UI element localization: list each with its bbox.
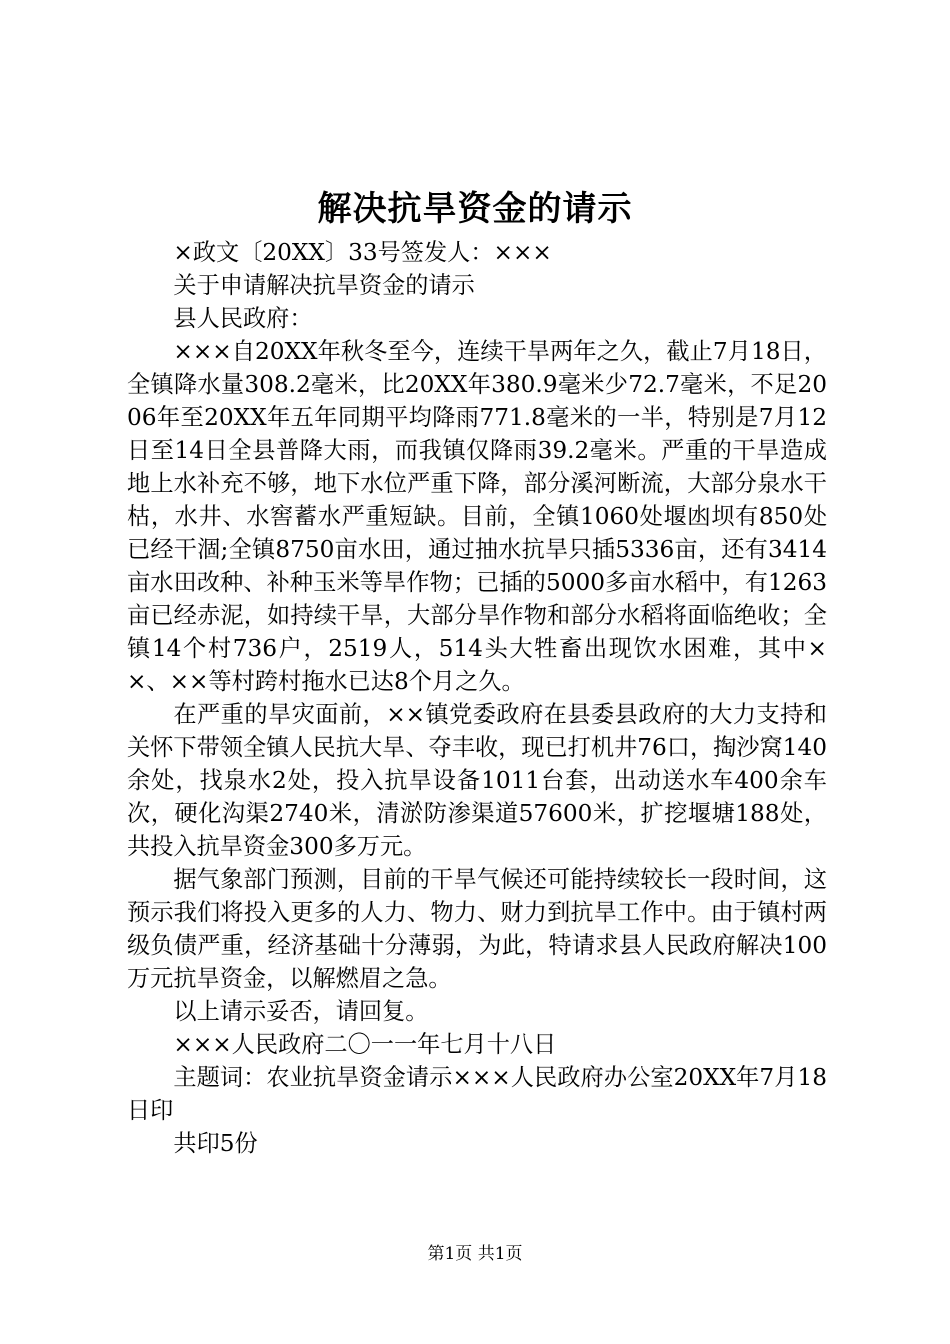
page-number-footer: 第1页 共1页	[427, 1244, 523, 1264]
signature-date-line: ×××人民政府二〇一一年七月十八日	[173, 1031, 557, 1058]
document-body	[127, 236, 827, 1160]
subject-line: 关于申请解决抗旱资金的请示	[173, 272, 475, 299]
subject-keywords-line: 主题词：农业抗旱资金请示×××人民政府办公室20XX年7月18日印	[127, 1064, 827, 1124]
paragraph-drought-situation: ×××自20XX年秋冬至今，连续干旱两年之久，截止7月18日，全镇降水量308.2毫米，比20XX年380.9毫米少72.7毫米，不足2006年至20XX年五年同期平均降雨771.8毫米的一半，特别是7月12日至14日全县普降大雨，而我镇仅降雨39.2毫米。严重的干旱造成地上水补充不够，地下水位严重下降，部分溪河断流，大部分泉水干枯，水井、水窖蓄水严重短缺。目前，全镇1060处堰凼坝有850处已经干涸;全镇8750亩水田，通过抽水抗旱只插5336亩，还有3414亩水田改种、补种玉米等旱作物；已插的5000多亩水稻中，有1263亩已经赤泥，如持续干旱，大部分旱作物和部分水稻将面临绝收；全镇14个村736户，2519人，514头大牲畜出现饮水困难，其中××、××等村跨村拖水已达8个月之久。	[127, 338, 827, 695]
paragraph-funding-request: 据气象部门预测，目前的干旱气候还可能持续较长一段时间，这预示我们将投入更多的人力、物力、财力到抗旱工作中。由于镇村两级负债严重，经济基础十分薄弱，为此，特请求县人民政府解决100万元抗旱资金，以解燃眉之急。	[127, 866, 827, 992]
addressee-line: 县人民政府：	[173, 305, 313, 332]
document-title: 解决抗旱资金的请示	[317, 189, 633, 229]
paragraph-relief-measures: 在严重的旱灾面前，××镇党委政府在县委县政府的大力支持和关怀下带领全镇人民抗大旱、夺丰收，现已打机井76口，掏沙窝140余处，找泉水2处，投入抗旱设备1011台套，出动送水车400余车次，硬化沟渠2740米，清淤防渗渠道57600米，扩挖堰塘188处，共投入抗旱资金300多万元。	[127, 701, 827, 860]
copies-line: 共印5份	[173, 1130, 258, 1157]
closing-line: 以上请示妥否，请回复。	[173, 998, 429, 1025]
document-number-line: ×政文〔20XX〕33号签发人：×××	[173, 239, 552, 266]
